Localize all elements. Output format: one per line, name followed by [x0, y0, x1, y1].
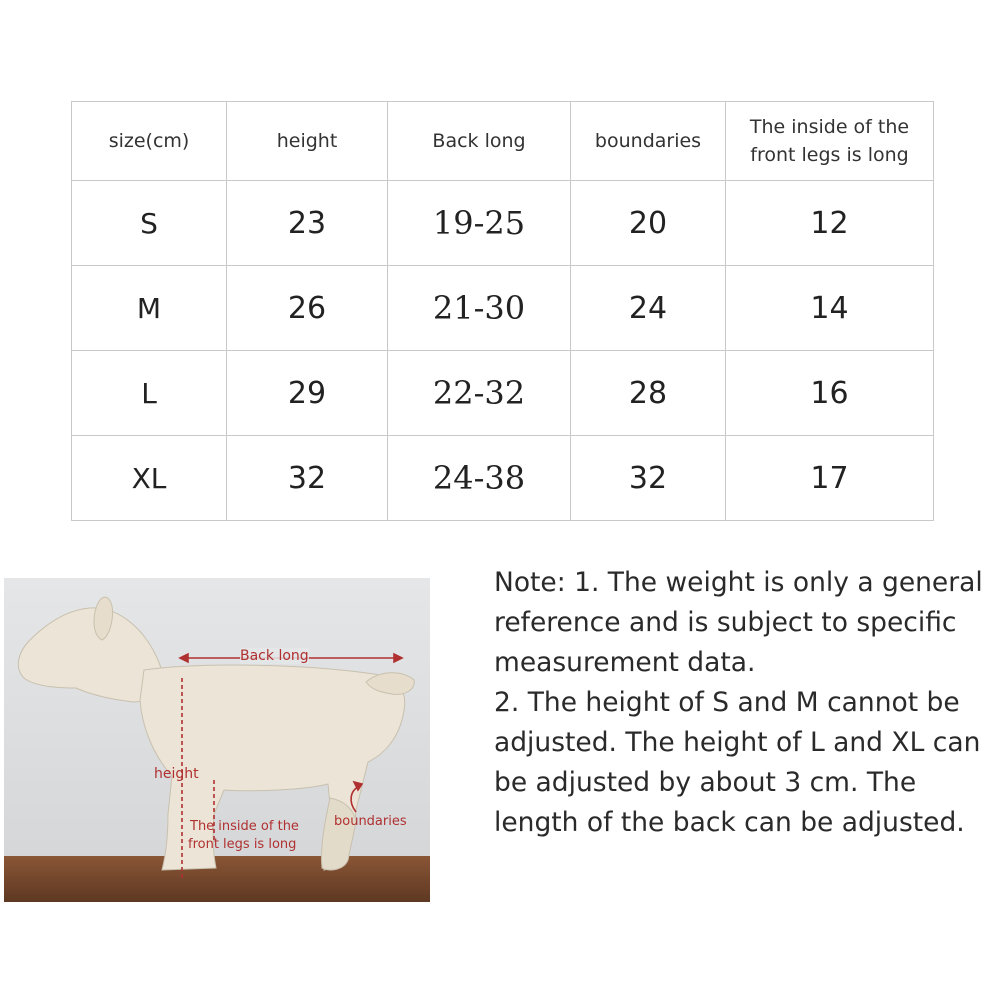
table-row [72, 436, 934, 521]
label-back-long: Back long [240, 648, 309, 664]
cell-height: 26 [227, 266, 388, 351]
cell-back-long: 24-38 [388, 436, 571, 521]
label-height: height [154, 766, 199, 782]
cell-height: 29 [227, 351, 388, 436]
cell-back-long: 19-25 [388, 181, 571, 266]
cell-front-legs: 16 [726, 351, 934, 436]
cell-height: 32 [227, 436, 388, 521]
cell-size: L [72, 351, 227, 436]
label-boundaries: boundaries [334, 814, 407, 829]
cell-size: XL [72, 436, 227, 521]
table-header-row [72, 102, 934, 181]
cell-boundaries: 20 [571, 181, 726, 266]
note-line: be adjusted by about 3 cm. The [494, 767, 917, 798]
cell-boundaries: 28 [571, 351, 726, 436]
cell-height: 23 [227, 181, 388, 266]
cell-size: S [72, 181, 227, 266]
cell-back-long: 22-32 [388, 351, 571, 436]
note-text [494, 563, 1000, 843]
note-line: 2. The height of S and M cannot be [494, 687, 960, 718]
header-front-legs: The inside of the front legs is long [726, 102, 934, 181]
wooden-floor [4, 856, 430, 902]
label-front-legs-line2: front legs is long [188, 837, 297, 852]
table-row [72, 351, 934, 436]
note-line: length of the back can be adjusted. [494, 807, 965, 838]
note-line: reference and is subject to specific [494, 607, 957, 638]
table-row [72, 181, 934, 266]
dog-mannequin-illustration [4, 578, 430, 902]
header-height: height [227, 102, 388, 181]
header-boundaries: boundaries [571, 102, 726, 181]
header-back-long: Back long [388, 102, 571, 181]
cell-size: M [72, 266, 227, 351]
header-size: size(cm) [72, 102, 227, 181]
cell-boundaries: 32 [571, 436, 726, 521]
note-line: measurement data. [494, 647, 756, 678]
note-line: adjusted. The height of L and XL can [494, 727, 981, 758]
cell-back-long: 21-30 [388, 266, 571, 351]
cell-front-legs: 14 [726, 266, 934, 351]
cell-front-legs: 17 [726, 436, 934, 521]
size-chart-table [71, 101, 934, 521]
label-front-legs-line1: The inside of the [190, 819, 299, 834]
table-row [72, 266, 934, 351]
dog-mannequin-photo [4, 578, 430, 902]
cell-front-legs: 12 [726, 181, 934, 266]
cell-boundaries: 24 [571, 266, 726, 351]
note-line: Note: 1. The weight is only a general [494, 567, 983, 598]
